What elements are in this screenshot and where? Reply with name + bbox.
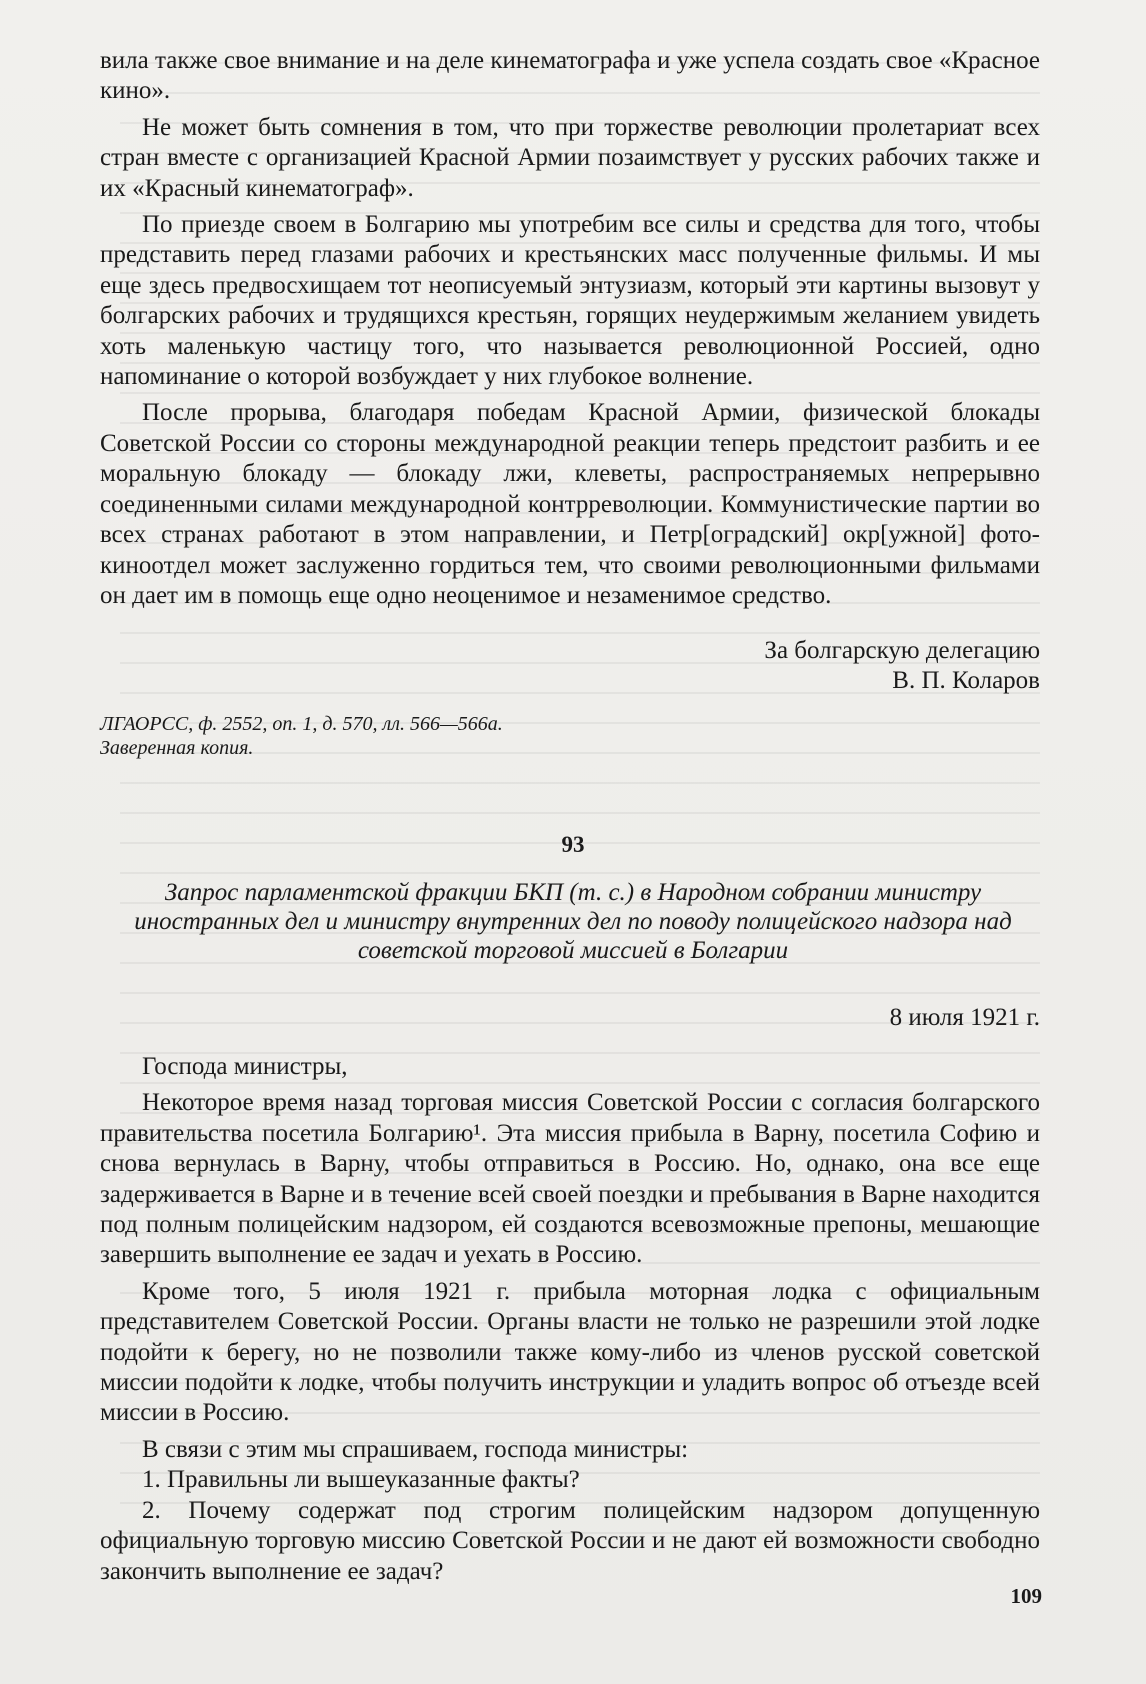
page-number: 109 bbox=[1010, 1584, 1042, 1608]
body-paragraph-1: Некоторое время назад торговая миссия Советской России с согласия болгарского правительства посетила Болгарию¹. Эта миссия прибыла в Варну, посетила Софию и снова вернулась в Варну, чтобы отправиться в Россию. Но, однако, она все еще задерживается в Варне и в течение всей своей поездки и пребывания в Варне находится под полным полицейским надзором, ей создаются всевозможные препоны, мешающие завершить выполнение ее задач и уехать в Россию. bbox=[100, 1089, 1040, 1269]
paragraph-1: вила также свое внимание и на деле кинематографа и уже успела создать свое «Красное кино». bbox=[100, 47, 1040, 105]
paragraph-4: После прорыва, благодаря победам Красной Армии, физической блокады Советской России со стороны международной реакции теперь предстоит разбить и ее моральную блокаду — блокаду лжи, клеветы, распространяемых непрерывно соединенными силами международной контрреволюции. Коммунистические партии во всех странах работают в этом направлении, и Петр[оградский] окр[ужной] фото-киноотдел может заслуженно гордиться тем, что своими революционными фильмами он дает им в помощь еще одно неоценимое и незаменимое средство. bbox=[100, 399, 1040, 609]
document-body bbox=[100, 1052, 1040, 1593]
question-1: 1. Правильны ли вышеуказанные факты? bbox=[142, 1466, 580, 1494]
paragraph-2: Не может быть сомнения в том, что при торжестве революции пролетариат всех стран вместе с организацией Красной Армии позаимствует у русских рабочих также и их «Красный кинематограф». bbox=[100, 113, 1040, 202]
question-2: 2. Почему содержат под строгим полицейским надзором допущенную официальную торговую миссию Советской России и не дают ей возможности свободно закончить выполнение ее задач? bbox=[100, 1496, 1040, 1585]
document-title: Запрос парламентской фракции БКП (т. с.) в Народном собрании министру иностранных дел и министру внутренних дел по поводу полицейского надзора над советской торговой миссией в Болгарии bbox=[134, 879, 1012, 964]
archive-source bbox=[100, 712, 800, 760]
continued-text bbox=[100, 46, 1040, 617]
archive-reference: ЛГАОРСС, ф. 2552, оп. 1, д. 570, лл. 566—566а. bbox=[100, 713, 503, 735]
paragraph-3: По приезде своем в Болгарию мы употребим все силы и средства для того, чтобы представить перед глазами рабочих и крестьянских масс полученные фильмы. И мы еще здесь предвосхищаем тот неописуемый энтузиазм, который эти картины вызовут у болгарских рабочих и трудящихся крестьян, горящих неудержимым желанием увидеть хоть маленькую частицу того, что называется революционной Россией, одно напоминание о которой возбуждает у них глубокое волнение. bbox=[100, 211, 1040, 391]
signature-block bbox=[764, 636, 1040, 696]
body-paragraph-3: В связи с этим мы спрашиваем, господа министры: bbox=[142, 1435, 689, 1463]
salutation: Господа министры, bbox=[142, 1053, 348, 1080]
signature-delegation: За болгарскую делегацию bbox=[764, 637, 1040, 664]
body-paragraph-2: Кроме того, 5 июля 1921 г. прибыла моторная лодка с официальным представителем Советской России. Органы власти не только не разрешили этой лодке подойти к берегу, но не позволили также кому-либо из членов русской советской миссии подойти к лодке, чтобы получить инструкции и уладить вопрос об отъезде всей миссии в Россию. bbox=[100, 1277, 1040, 1427]
archive-copy-note: Заверенная копия. bbox=[100, 737, 254, 759]
document-number: 93 bbox=[561, 832, 585, 857]
signature-name: В. П. Коларов bbox=[892, 667, 1040, 694]
document-date: 8 июля 1921 г. bbox=[889, 1004, 1040, 1031]
